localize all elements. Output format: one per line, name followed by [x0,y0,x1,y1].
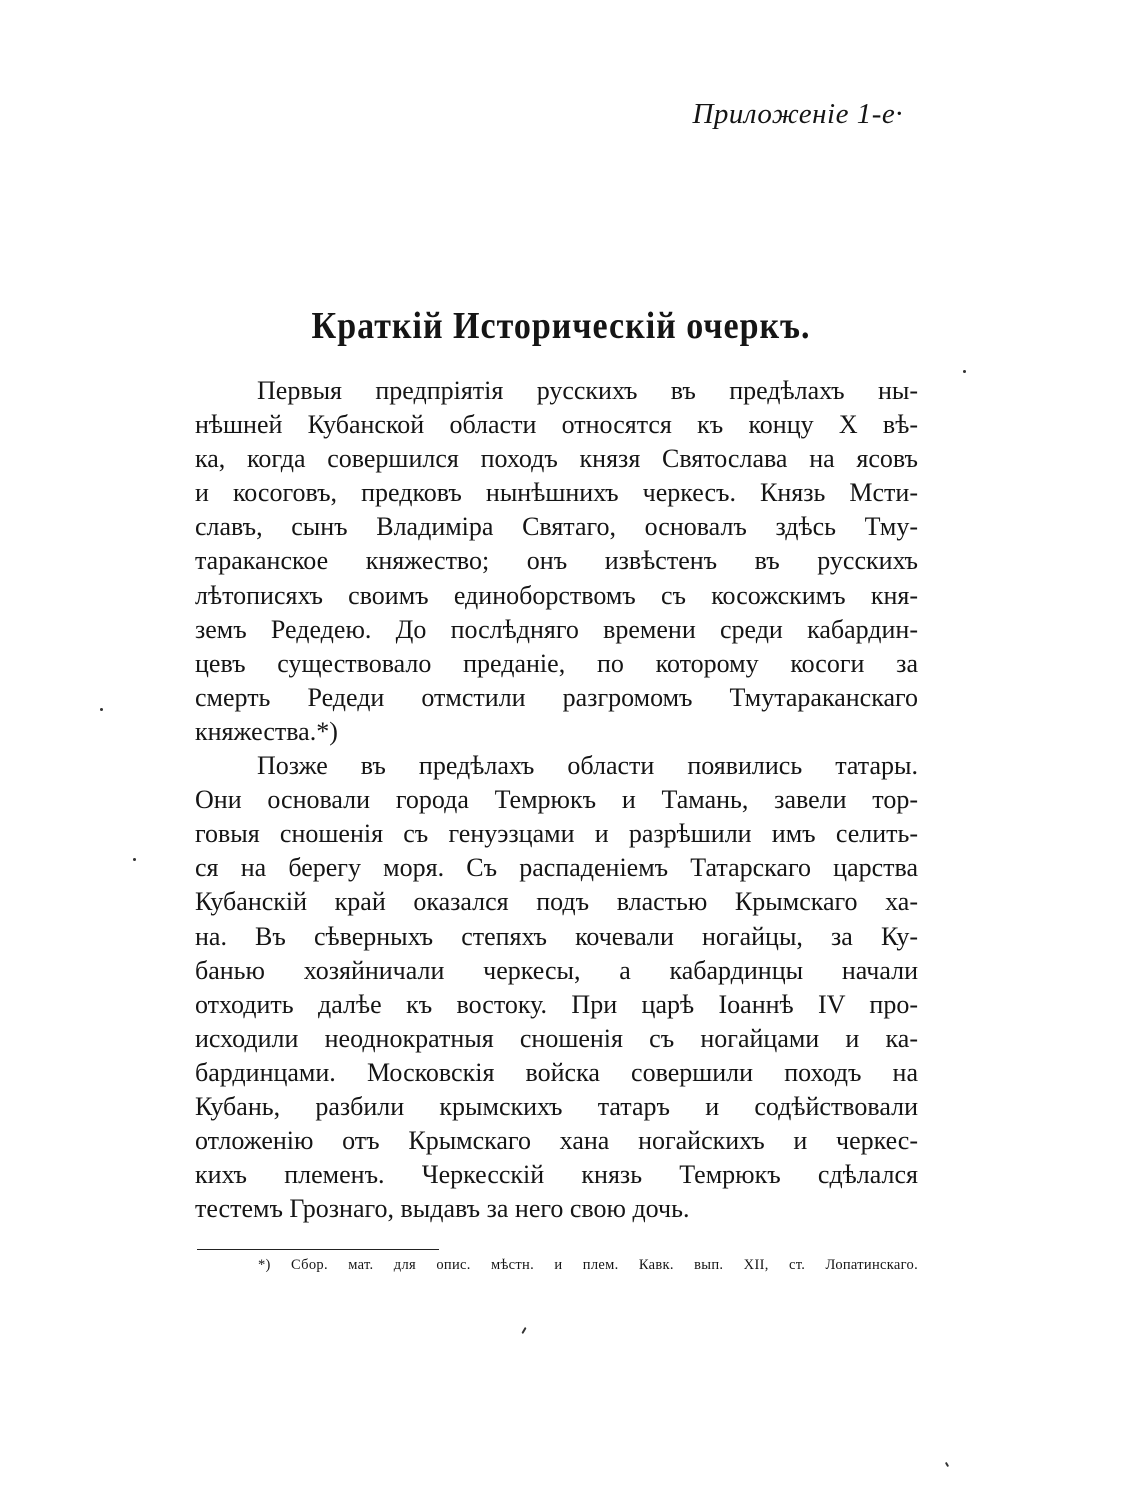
text-line: отложенію отъ Крымскаго хана ногайскихъ и черкес- [195,1126,918,1156]
scan-speck [133,858,136,861]
text-line: бардинцами. Московскія войска совершили походъ на [195,1057,918,1087]
text-line: цевъ существовало преданіе, по которому косоги за [195,648,918,678]
appendix-label: Приложеніе 1-е· [692,98,903,130]
scan-speck [100,708,103,711]
text-line: тестемъ Грознаго, выдавъ за него свою дочь. [195,1194,690,1224]
body-text [195,374,918,1226]
scan-speck [521,1327,526,1334]
text-line: смерть Редеди отмстили разгромомъ Тмутараканскаго [195,682,918,712]
text-line: и косоговъ, предковъ нынѣшнихъ черкесъ. Князь Мсти- [195,478,918,508]
text-line: Кубанскій край оказался подъ властью Крымскаго ха- [195,887,918,917]
text-line: отходить далѣе къ востоку. При царѣ Іоаннѣ IV про- [195,989,918,1019]
text-line: княжества.*) [195,716,338,746]
text-line: банью хозяйничали черкесы, а кабардинцы начали [195,955,918,985]
text-line: на. Въ сѣверныхъ степяхъ кочевали ногайцы, за Ку- [195,921,918,951]
scan-speck [963,370,966,373]
text-line: кихъ племенъ. Черкесскій князь Темрюкъ сдѣлался [195,1160,918,1190]
page-title: Краткій Историческій очеркъ. [311,305,811,348]
text-line: славъ, сынъ Владиміра Святаго, основалъ здѣсь Тму- [195,512,918,542]
text-line: тараканское княжество; онъ извѣстенъ въ русскихъ [195,546,918,576]
text-line: исходили неоднократныя сношенія съ ногайцами и ка- [195,1023,918,1053]
text-line: Первыя предпріятія русскихъ въ предѣлахъ ны- [257,376,918,405]
text-line: Позже въ предѣлахъ области появились татары. [257,751,918,781]
text-line: Они основали города Темрюкъ и Тамань, завели тор- [195,785,918,815]
footnote-divider [197,1249,439,1250]
text-line: Кубань, разбили крымскихъ татаръ и содѣйствовали [195,1091,918,1121]
text-line: ся на берегу моря. Съ распаденіемъ Татарскаго царства [195,853,918,883]
scan-speck [945,1462,949,1467]
text-line: ка, когда совершился походъ князя Святослава на ясовъ [195,444,918,474]
text-line: лѣтописяхъ своимъ единоборствомъ съ косожскимъ кня- [195,580,918,610]
footnote: *) Сбор. мат. для опис. мѣстн. и плем. Кавк. вып. XII, ст. Лопатинскаго. [258,1257,918,1273]
text-line: земъ Редедею. До послѣдняго времени среди кабардин- [195,614,918,644]
text-line: говыя сношенія съ генуэзцами и разрѣшили имъ селить- [195,819,918,849]
text-line: нѣшней Кубанской области относятся къ концу X вѣ- [195,410,918,440]
